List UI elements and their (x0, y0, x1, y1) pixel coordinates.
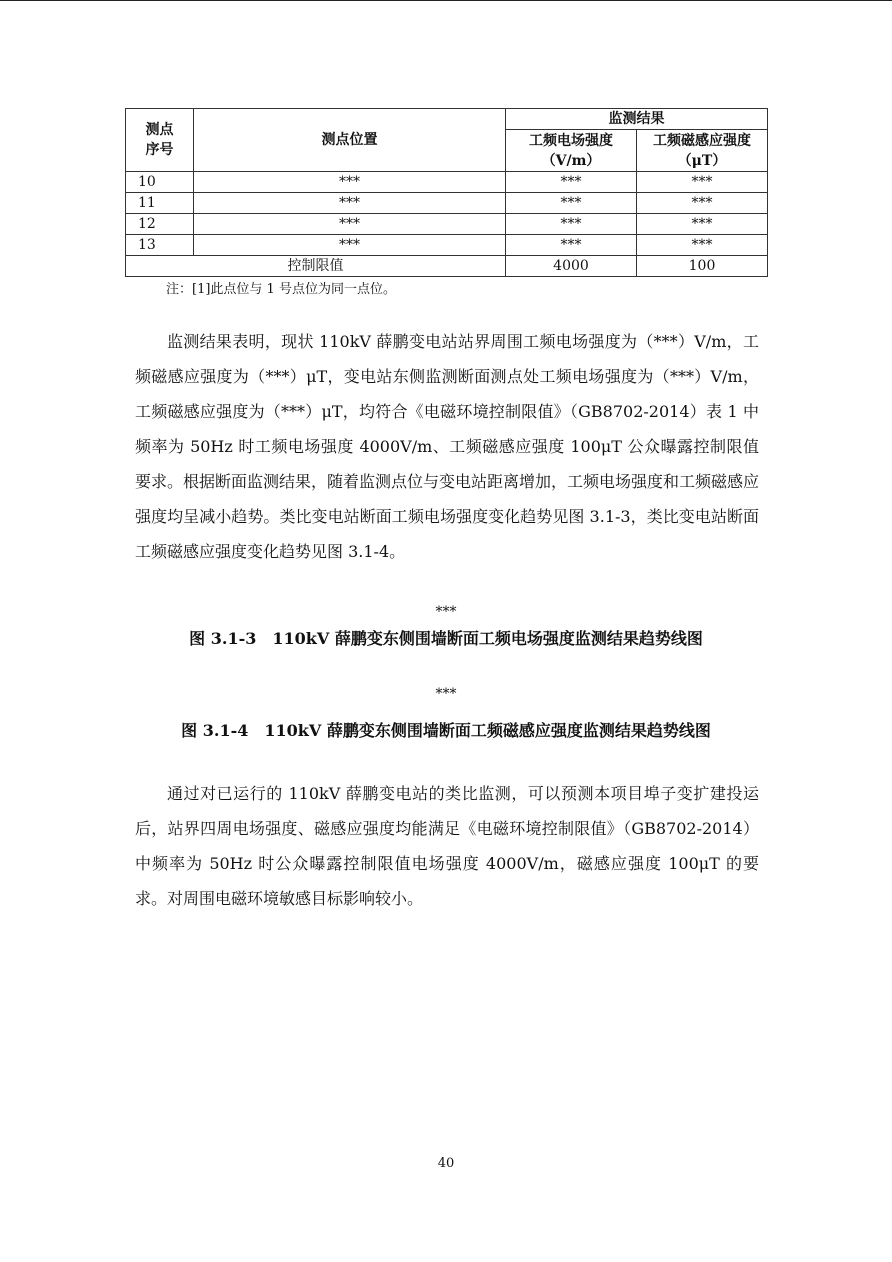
cell-seq: 10 (126, 172, 194, 193)
header-efield-unit: （V/m） (541, 152, 601, 169)
figure-3-1-4-placeholder: *** (435, 686, 457, 702)
cell-mfield: *** (637, 172, 768, 193)
header-mfield-unit: （μT） (677, 152, 727, 169)
monitoring-results-table (125, 108, 768, 277)
cell-mfield: *** (637, 193, 768, 214)
cell-efield: *** (506, 172, 637, 193)
table-row (126, 235, 768, 256)
header-mfield (637, 130, 768, 172)
figure-3-1-4-caption: 图 3.1-4 110kV 薛鹏变东侧围墙断面工频磁感应强度监测结果趋势线图 (181, 721, 711, 740)
limit-row (126, 256, 768, 277)
cell-efield: *** (506, 214, 637, 235)
cell-seq: 12 (126, 214, 194, 235)
header-results: 监测结果 (506, 109, 768, 130)
table-row (126, 172, 768, 193)
cell-mfield: *** (637, 235, 768, 256)
cell-efield: *** (506, 193, 637, 214)
limit-label: 控制限值 (126, 256, 506, 277)
cell-seq: 11 (126, 193, 194, 214)
cell-efield: *** (506, 235, 637, 256)
header-seq: 测点 序号 (126, 109, 194, 172)
cell-position: *** (194, 193, 506, 214)
cell-mfield: *** (637, 214, 768, 235)
cell-position: *** (194, 235, 506, 256)
header-efield (506, 130, 637, 172)
cell-seq: 13 (126, 235, 194, 256)
cell-position: *** (194, 214, 506, 235)
figure-3-1-3-caption: 图 3.1-3 110kV 薛鹏变东侧围墙断面工频电场强度监测结果趋势线图 (189, 629, 703, 648)
body-paragraph-conclusion: 通过对已运行的 110kV 薛鹏变电站的类比监测，可以预测本项目埠子变扩建投运后，站界四周电场强度、磁感应强度均能满足《电磁环境控制限值》（GB8702-2014）中频率为 50Hz 时公众曝露控制限值电场强度 4000V/m，磁感应强度 100μT 的要求。对周围电磁环境敏感目标影响较小。 (135, 784, 759, 908)
cell-position: *** (194, 172, 506, 193)
limit-efield: 4000 (506, 256, 637, 277)
page-number: 40 (437, 1156, 455, 1171)
body-paragraph-results: 监测结果表明，现状 110kV 薛鹏变电站站界周围工频电场强度为（***）V/m，工频磁感应强度为（***）μT，变电站东侧监测断面测点处工频电场强度为（***）V/m，工频磁感应强度为（***）μT，均符合《电磁环境控制限值》（GB8702-2014）表 1 中频率为 50Hz 时工频电场强度 4000V/m、工频磁感应强度 100μT 公众曝露控制限值要求。根据断面监测结果，随着监测点位与变电站距离增加，工频电场强度和工频磁感应强度均呈减小趋势。类比变电站断面工频电场强度变化趋势见图 3.1-3，类比变电站断面工频磁感应强度变化趋势见图 3.1-4。 (135, 332, 760, 561)
table-note: 注：[1]此点位与 1 号点位为同一点位。 (166, 282, 396, 297)
page-top-rule (0, 0, 892, 1)
table-row (126, 193, 768, 214)
limit-mfield: 100 (637, 256, 768, 277)
header-efield-label: 工频电场强度 (529, 132, 613, 149)
header-position: 测点位置 (194, 109, 506, 172)
table-row (126, 214, 768, 235)
figure-3-1-3-placeholder: *** (435, 604, 457, 620)
header-mfield-label: 工频磁感应强度 (653, 132, 751, 149)
